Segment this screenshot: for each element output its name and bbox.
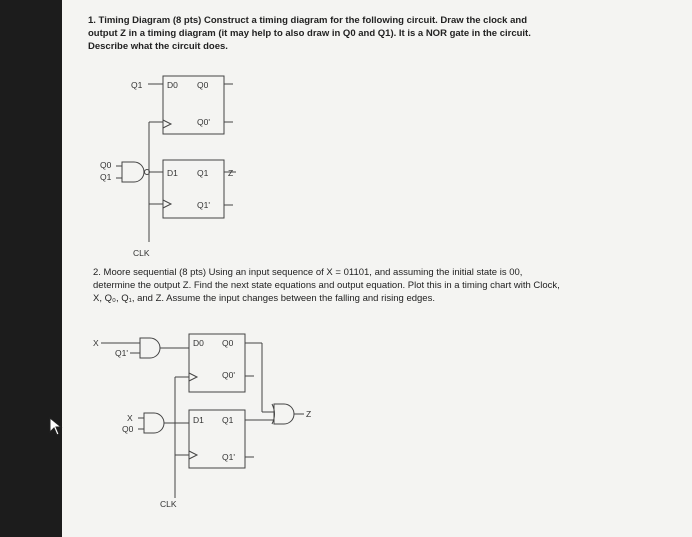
ff0-clock-marker [163,120,171,128]
c2-q1-label: Q1 [222,415,234,425]
output-gate [274,404,294,424]
c2-q1n-label: Q1' [222,452,235,462]
c1-z-label: Z [228,168,234,178]
nor-gate-1 [122,162,144,182]
ff1-clock-marker [163,200,171,208]
c1-gate-q1-label: Q1 [100,172,112,182]
c1-clk-label: CLK [133,248,150,258]
c2-q0-input-label: Q0 [122,424,134,434]
c1-q0n-label: Q0' [197,117,210,127]
mouse-pointer-icon [49,417,63,437]
gate-2a [140,338,160,358]
c1-d0-label: D0 [167,80,178,90]
c1-q1n-label: Q1' [197,200,210,210]
c1-q1-input-label: Q1 [131,80,143,90]
c1-gate-q0-label: Q0 [100,160,112,170]
question-1-text: 1. Timing Diagram (8 pts) Construct a timing diagram for the following circuit. Draw the clock and output Z in a timing diagram (it may help to also draw in Q0 and Q1). It is a NOR gate in the circuit. Describe what the circuit does. [88,15,531,52]
c2-x-label: X [93,338,99,348]
c2-q0n-label: Q0' [222,370,235,380]
c2-d1-label: D1 [193,415,204,425]
c1-q0-label: Q0 [197,80,209,90]
c2-clk-label: CLK [160,499,177,509]
c2-q1n-input-label: Q1' [115,348,128,358]
ff0-c2-clock-marker [189,373,197,381]
c2-z-label: Z [306,409,312,419]
ff1-c2-clock-marker [189,451,197,459]
c1-q1-label: Q1 [197,168,209,178]
c2-d0-label: D0 [193,338,204,348]
c2-q0-label: Q0 [222,338,234,348]
gate-2b [144,413,164,433]
c2-x2-label: X [127,413,133,423]
question-2-text: 2. Moore sequential (8 pts) Using an input sequence of X = 01101, and assuming the initial state is 00, determine the output Z. Find the next state equations and output equation. Plot this in a timing chart with Clock, X, Q₀, Q₁, and Z. Assume the input changes between the falling and rising edges. [93,267,560,304]
c1-d1-label: D1 [167,168,178,178]
